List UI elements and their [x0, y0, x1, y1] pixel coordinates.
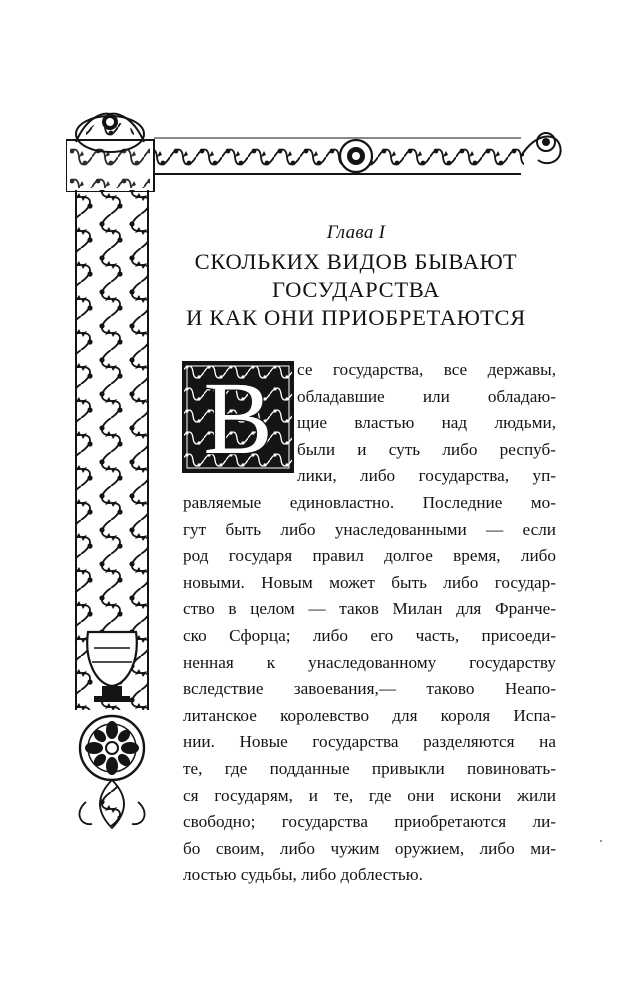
- chapter-title-line: И КАК ОНИ ПРИОБРЕТАЮТСЯ: [186, 305, 526, 330]
- body-line: гут быть либо унаследованными — если: [183, 519, 556, 539]
- body-line: свободно; государства приобретаются ли-: [183, 812, 556, 832]
- ornamental-left-border: [66, 112, 158, 832]
- body-line: ненная к унаследованному государству: [183, 652, 556, 672]
- body-line: те, где подданные привыкли повиновать-: [183, 758, 556, 778]
- body-line: равляемые единовластно. Последние мо-: [183, 492, 556, 512]
- chapter-title-line: СКОЛЬКИХ ВИДОВ БЫВАЮТ: [194, 249, 518, 274]
- body-paragraph: [183, 357, 556, 889]
- dropcap-letter: В: [203, 361, 273, 473]
- body-line: нии. Новые государства разделяются на: [183, 732, 556, 752]
- body-line: лостью судьбы, либо доблестью.: [183, 865, 423, 885]
- body-line: ся государям, и те, где они искони жили: [183, 785, 556, 805]
- body-line: вследствие завоевания,— таково Неапо-: [183, 679, 556, 699]
- body-line: се государства, все державы,: [297, 360, 556, 379]
- body-line: ско Сфорца; либо его часть, присоеди-: [183, 625, 556, 645]
- chapter-heading: [166, 222, 546, 332]
- body-line: бо своим, либо чужим оружием, либо ми-: [183, 838, 556, 858]
- body-line: были и суть либо респуб-: [297, 439, 556, 459]
- chapter-title-line: ГОСУДАРСТВА: [271, 277, 440, 302]
- body-line: обладавшие или обладаю-: [297, 386, 556, 406]
- paper-speck: [600, 840, 602, 842]
- body-line: новыми. Новым может быть либо государ-: [183, 572, 556, 592]
- body-line: ство в целом — таков Милан для Франче-: [183, 599, 556, 619]
- body-line: лики, либо государства, уп-: [297, 466, 556, 486]
- body-line: литанское королевство для короля Испа-: [183, 705, 556, 725]
- chapter-label: Глава I: [326, 222, 386, 243]
- body-line: род государя правил долгое время, либо: [183, 546, 556, 566]
- chapter-title: [166, 248, 546, 332]
- body-line: щие властью над людьми,: [297, 413, 556, 433]
